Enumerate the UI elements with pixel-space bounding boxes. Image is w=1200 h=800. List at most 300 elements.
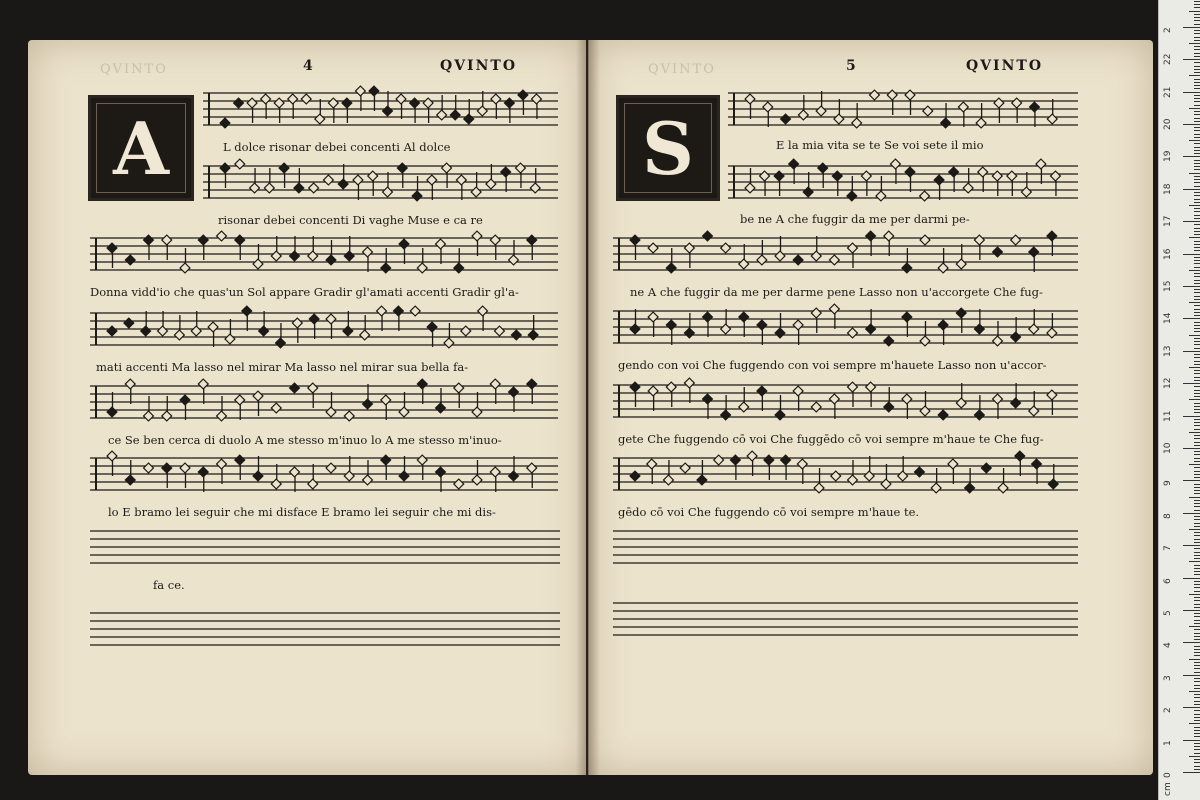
music-note <box>963 183 973 193</box>
music-note <box>630 471 640 481</box>
music-note <box>666 382 676 392</box>
music-note <box>107 243 117 253</box>
ruler-number: 0 <box>1163 772 1173 778</box>
music-note <box>308 383 318 393</box>
music-note <box>814 483 824 493</box>
music-note <box>442 163 452 173</box>
ruler-tick <box>1194 704 1200 705</box>
music-note <box>235 455 245 465</box>
ruler-number: 6 <box>1163 577 1173 584</box>
music-staff <box>613 523 1078 579</box>
ruler-tick <box>1194 260 1200 261</box>
music-note <box>757 386 767 396</box>
ruler-tick <box>1194 33 1200 34</box>
music-note <box>914 467 924 477</box>
music-staff <box>90 523 560 579</box>
ruler-tick <box>1194 283 1200 284</box>
ruler-tick <box>1194 769 1200 770</box>
ruler-tick <box>1194 69 1200 70</box>
ruler-tick <box>1183 286 1200 287</box>
music-note <box>697 475 707 485</box>
ruler-tick <box>1194 422 1200 423</box>
ruler-tick <box>1194 4 1200 5</box>
ruler-tick <box>1183 351 1200 352</box>
ruler-number: 11 <box>1163 410 1173 422</box>
ruler-number: 7 <box>1163 545 1173 552</box>
lyric-line: be ne A che fuggir da me per darmi pe- <box>740 212 970 226</box>
music-staff <box>613 377 1078 433</box>
music-note <box>472 231 482 241</box>
ruler-tick <box>1194 493 1200 494</box>
page-number: 4 <box>303 58 313 74</box>
music-note <box>1029 247 1039 257</box>
ruler-tick <box>1183 383 1200 384</box>
music-note <box>279 163 289 173</box>
ruler-tick <box>1194 56 1200 57</box>
ruler-tick <box>1194 85 1200 86</box>
music-note <box>775 251 785 261</box>
ruler-tick <box>1194 419 1200 420</box>
music-note <box>992 171 1002 181</box>
ruler-tick <box>1194 629 1200 630</box>
music-note <box>491 94 501 104</box>
ruler-tick <box>1194 79 1200 80</box>
ruler-tick <box>1194 130 1200 131</box>
music-note <box>848 475 858 485</box>
ruler-tick <box>1189 140 1200 141</box>
ruler-tick <box>1194 357 1200 358</box>
music-note <box>811 308 821 318</box>
ruler-tick <box>1183 189 1200 190</box>
ruler-tick <box>1183 513 1200 514</box>
ruler-tick <box>1194 393 1200 394</box>
music-note <box>393 306 403 316</box>
music-note <box>1047 328 1057 338</box>
music-staff <box>613 303 1078 359</box>
music-note <box>793 255 803 265</box>
ruler-tick <box>1194 467 1200 468</box>
music-note <box>931 483 941 493</box>
music-note <box>881 479 891 489</box>
music-note <box>450 110 460 120</box>
music-note <box>527 235 537 245</box>
ruler-tick <box>1194 82 1200 83</box>
ruler-tick <box>1194 749 1200 750</box>
ruler-tick <box>1194 247 1200 248</box>
music-note <box>495 326 505 336</box>
music-note <box>328 98 338 108</box>
ruler-tick <box>1194 727 1200 728</box>
ruler-tick <box>1194 471 1200 472</box>
ruler-tick <box>1194 662 1200 663</box>
music-note <box>486 179 496 189</box>
music-note <box>381 263 391 273</box>
music-note <box>739 312 749 322</box>
music-note <box>410 306 420 316</box>
ruler-tick <box>1194 276 1200 277</box>
ruler-tick <box>1194 571 1200 572</box>
ruler-tick <box>1194 665 1200 666</box>
music-note <box>271 403 281 413</box>
ruler-tick <box>1194 328 1200 329</box>
ruler-tick <box>1194 539 1200 540</box>
music-note <box>941 118 951 128</box>
ruler-tick <box>1194 380 1200 381</box>
music-note <box>174 330 184 340</box>
ruler-tick <box>1183 124 1200 125</box>
music-note <box>427 175 437 185</box>
music-note <box>1047 390 1057 400</box>
music-note <box>235 159 245 169</box>
music-note <box>902 263 912 273</box>
music-note <box>721 324 731 334</box>
ruler-tick <box>1194 451 1200 452</box>
ruler-tick <box>1194 600 1200 601</box>
music-note <box>938 320 948 330</box>
music-note <box>326 314 336 324</box>
music-note <box>965 483 975 493</box>
ruler-number: 3 <box>1163 675 1173 681</box>
ruler-tick <box>1189 561 1200 562</box>
ruler-tick <box>1194 348 1200 349</box>
ruler-number: 10 <box>1163 442 1173 454</box>
ruler-tick <box>1194 289 1200 290</box>
music-note <box>326 407 336 417</box>
music-note <box>920 406 930 416</box>
music-note <box>444 338 454 348</box>
lyric-line: ne A che fuggir da me per darme pene Lasso non u'accorgete Che fug- <box>630 285 1043 299</box>
music-note <box>1047 231 1057 241</box>
ruler-tick <box>1194 591 1200 592</box>
music-note <box>648 243 658 253</box>
music-note <box>1012 98 1022 108</box>
music-note <box>811 402 821 412</box>
music-note <box>532 94 542 104</box>
music-note <box>666 320 676 330</box>
ruler-tick <box>1189 75 1200 76</box>
ruler-number: 17 <box>1163 215 1173 228</box>
ruler-tick <box>1183 675 1200 676</box>
ruler-tick <box>1194 215 1200 216</box>
ruler-tick <box>1194 558 1200 559</box>
music-note <box>383 106 393 116</box>
ruler-tick <box>1194 759 1200 760</box>
music-note <box>198 467 208 477</box>
music-note <box>852 118 862 128</box>
music-note <box>363 475 373 485</box>
ruler-tick <box>1183 27 1200 28</box>
music-note <box>775 328 785 338</box>
ruler-tick <box>1194 510 1200 511</box>
ruler-tick <box>1194 134 1200 135</box>
ruler-tick <box>1194 604 1200 605</box>
music-note <box>763 102 773 112</box>
ruler-tick <box>1194 714 1200 715</box>
music-note <box>1048 479 1058 489</box>
music-note <box>721 410 731 420</box>
ruler-tick <box>1194 17 1200 18</box>
music-staff <box>90 605 560 661</box>
ruler-tick <box>1194 445 1200 446</box>
music-note <box>437 110 447 120</box>
music-note <box>124 318 134 328</box>
music-note <box>866 382 876 392</box>
ruler-tick <box>1189 659 1200 660</box>
music-note <box>1036 159 1046 169</box>
ruler-tick <box>1194 396 1200 397</box>
music-note <box>781 455 791 465</box>
ruler-number: 19 <box>1163 150 1173 163</box>
music-note <box>288 94 298 104</box>
ruler-tick <box>1194 309 1200 310</box>
ruler-number: 12 <box>1163 377 1173 390</box>
ruler-tick <box>1194 195 1200 196</box>
ruler-tick <box>1189 108 1200 109</box>
music-note <box>891 159 901 169</box>
music-note <box>353 175 363 185</box>
music-note <box>191 326 201 336</box>
music-note <box>818 163 828 173</box>
music-staff <box>613 595 1078 651</box>
music-note <box>253 259 263 269</box>
ruler-tick <box>1194 176 1200 177</box>
bleed-through-text: QVINTO <box>100 62 168 77</box>
ruler-tick <box>1194 503 1200 504</box>
music-note <box>747 451 757 461</box>
music-note <box>993 394 1003 404</box>
ruler-tick <box>1189 237 1200 238</box>
ruler-tick <box>1194 477 1200 478</box>
music-note <box>829 394 839 404</box>
ruler-tick <box>1194 241 1200 242</box>
ruler-tick <box>1189 367 1200 368</box>
music-note <box>920 336 930 346</box>
ruler-tick <box>1189 270 1200 271</box>
ruler-tick <box>1194 111 1200 112</box>
music-note <box>703 394 713 404</box>
ruler-number: 2 <box>1163 27 1173 33</box>
ruler-tick <box>1183 221 1200 222</box>
ruler-tick <box>1194 607 1200 608</box>
music-staff <box>613 450 1078 506</box>
music-note <box>343 326 353 336</box>
ruler-tick <box>1194 186 1200 187</box>
music-note <box>861 171 871 181</box>
lyric-line: lo E bramo lei seguir che mi disface E bramo lei seguir che mi dis- <box>108 505 496 519</box>
music-note <box>383 187 393 197</box>
ruler-tick <box>1194 354 1200 355</box>
music-note <box>338 179 348 189</box>
ruler-tick <box>1194 37 1200 38</box>
ruler-tick <box>1194 244 1200 245</box>
music-note <box>141 326 151 336</box>
ruler-tick <box>1194 305 1200 306</box>
ruler-number: 20 <box>1163 118 1173 130</box>
ruler-tick <box>1194 655 1200 656</box>
ruler-tick <box>1194 717 1200 718</box>
music-note <box>905 167 915 177</box>
music-note <box>789 159 799 169</box>
music-note <box>180 463 190 473</box>
music-note <box>528 330 538 340</box>
music-note <box>648 386 658 396</box>
music-note <box>1011 332 1021 342</box>
left-page <box>28 40 586 775</box>
ruler-tick <box>1194 72 1200 73</box>
ruler-tick <box>1194 263 1200 264</box>
ruler-tick <box>1189 464 1200 465</box>
ruler-tick <box>1194 179 1200 180</box>
ruler-tick <box>1194 730 1200 731</box>
music-note <box>866 324 876 334</box>
music-note <box>848 243 858 253</box>
music-note <box>848 382 858 392</box>
ruler-tick <box>1183 707 1200 708</box>
ruler-number: 5 <box>1163 610 1173 616</box>
music-note <box>454 383 464 393</box>
ruler-tick <box>1194 20 1200 21</box>
ruler-tick <box>1194 649 1200 650</box>
ruler-tick <box>1194 429 1200 430</box>
initial-letter: S <box>642 105 694 191</box>
ruler-tick <box>1183 59 1200 60</box>
music-note <box>217 459 227 469</box>
music-note <box>427 322 437 332</box>
music-note <box>381 455 391 465</box>
ruler-tick <box>1194 14 1200 15</box>
ruler-tick <box>1189 335 1200 336</box>
music-note <box>518 90 528 100</box>
music-note <box>816 106 826 116</box>
music-note <box>829 304 839 314</box>
ruler-tick <box>1194 137 1200 138</box>
music-note <box>259 326 269 336</box>
ruler-number: 9 <box>1163 480 1173 487</box>
ruler-tick <box>1194 160 1200 161</box>
music-note <box>920 235 930 245</box>
ruler-tick <box>1183 642 1200 643</box>
ruler-tick <box>1194 182 1200 183</box>
ruler-tick <box>1194 312 1200 313</box>
music-note <box>344 471 354 481</box>
ruler-tick <box>1194 523 1200 524</box>
ruler-tick <box>1194 688 1200 689</box>
music-note <box>1007 171 1017 181</box>
ruler-tick <box>1194 114 1200 115</box>
music-staff <box>90 230 558 286</box>
ruler-tick <box>1194 208 1200 209</box>
music-note <box>198 379 208 389</box>
ruler-tick <box>1194 257 1200 258</box>
music-note <box>271 479 281 489</box>
music-note <box>125 379 135 389</box>
book-gutter <box>576 40 600 775</box>
music-note <box>125 255 135 265</box>
ruler-tick <box>1194 218 1200 219</box>
ruler-tick <box>1194 403 1200 404</box>
music-note <box>714 455 724 465</box>
music-note <box>884 231 894 241</box>
ruler-tick <box>1194 166 1200 167</box>
music-note <box>920 191 930 201</box>
music-note <box>323 175 333 185</box>
music-note <box>864 471 874 481</box>
ruler-tick <box>1194 701 1200 702</box>
music-note <box>344 411 354 421</box>
music-note <box>797 459 807 469</box>
music-note <box>309 183 319 193</box>
music-note <box>253 471 263 481</box>
music-staff <box>728 158 1078 214</box>
music-note <box>509 471 519 481</box>
music-note <box>958 102 968 112</box>
music-note <box>208 322 218 332</box>
ruler-tick <box>1194 454 1200 455</box>
ruler-tick <box>1194 685 1200 686</box>
ruler-tick <box>1194 377 1200 378</box>
ruler-tick <box>1194 386 1200 387</box>
ruler-tick <box>1189 691 1200 692</box>
ruler-tick <box>1194 153 1200 154</box>
music-note <box>301 94 311 104</box>
ruler-tick <box>1194 325 1200 326</box>
lyric-line: gendo con voi Che fuggendo con voi sempre m'hauete Lasso non u'accor- <box>618 358 1047 372</box>
music-note <box>1029 324 1039 334</box>
page-header: QVINTO <box>440 58 518 74</box>
ruler-tick <box>1194 118 1200 119</box>
music-note <box>264 183 274 193</box>
ruler-tick <box>1194 542 1200 543</box>
ruler-tick <box>1189 723 1200 724</box>
ruler-tick <box>1194 344 1200 345</box>
music-note <box>760 171 770 181</box>
music-note <box>774 171 784 181</box>
lyric-line: risonar debei concenti Di vaghe Muse e ca re <box>218 213 483 227</box>
ruler-tick <box>1189 173 1200 174</box>
music-note <box>832 171 842 181</box>
ruler-tick <box>1194 672 1200 673</box>
music-note <box>1032 459 1042 469</box>
ruler-tick <box>1183 610 1200 611</box>
ruler-tick <box>1189 594 1200 595</box>
ruler-tick <box>1194 584 1200 585</box>
music-note <box>490 235 500 245</box>
lyric-line: gete Che fuggendo cō voi Che fuggēdo cō voi sempre m'haue te Che fug- <box>618 432 1044 446</box>
music-note <box>399 471 409 481</box>
music-note <box>355 86 365 96</box>
ruler-tick <box>1194 753 1200 754</box>
ruler-tick <box>1194 565 1200 566</box>
ruler-tick <box>1194 568 1200 569</box>
music-note <box>107 407 117 417</box>
music-note <box>397 163 407 173</box>
ruler-tick <box>1194 202 1200 203</box>
ruler-tick <box>1194 633 1200 634</box>
lyric-line: E la mia vita se te Se voi sete il mio <box>776 138 984 152</box>
music-note <box>630 382 640 392</box>
ruler-tick <box>1194 224 1200 225</box>
music-note <box>261 94 271 104</box>
ruler-tick <box>1194 1 1200 2</box>
ruler-tick <box>1194 234 1200 235</box>
music-note <box>745 183 755 193</box>
ruler-tick <box>1183 318 1200 319</box>
ruler-tick <box>1194 296 1200 297</box>
page-header: QVINTO <box>966 58 1044 74</box>
ruler-tick <box>1194 532 1200 533</box>
ruler-tick <box>1194 526 1200 527</box>
music-note <box>739 402 749 412</box>
